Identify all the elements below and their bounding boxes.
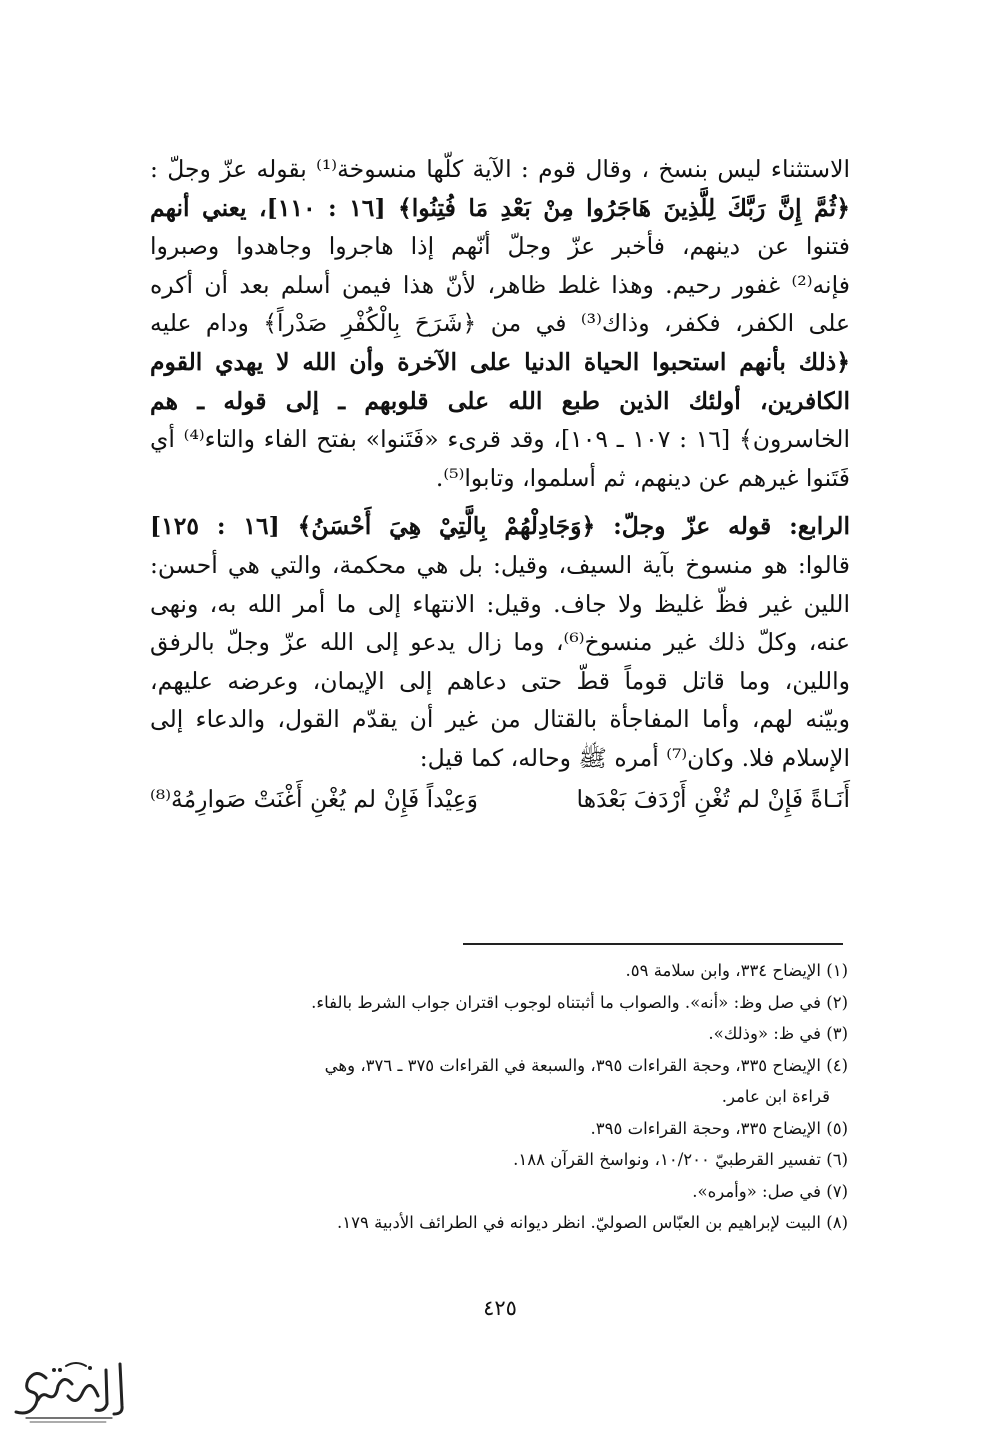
text-line: على الكفر، فكفر، وذاك⁽³⁾ في من ﴿شَرَحَ بِالْكُفْرِ صَدْراً﴾ ودام عليه bbox=[150, 309, 851, 338]
footnotes bbox=[150, 955, 850, 1239]
text-line: عنه، وكلّ ذلك غير منسوخ⁽⁶⁾، وما زال يدعو إلى الله عزّ وجلّ بالرفق bbox=[150, 628, 850, 657]
text-line: الكافرين، أولئك الذين طبع الله على قلوبهم ـ إلى قوله ـ هم bbox=[150, 386, 850, 415]
footnote: (٨) البيت لإبراهيم بن العبّاس الصوليّ. انظر ديوانه في الطرائف الأدبية ١٧٩. bbox=[337, 1213, 848, 1232]
page-body bbox=[150, 150, 850, 818]
text-line: فَتَنوا غيرهم عن دينهم، ثم أسلموا، وتابوا⁽⁵⁾. bbox=[435, 463, 850, 492]
text-line: ﴿ذلك بأنهم استحبوا الحياة الدنيا على الآخرة وأن الله لا يهدي القوم bbox=[150, 347, 850, 376]
page-number: ٤٢٥ bbox=[483, 1296, 517, 1320]
text-line: واللين، وما قاتل قوماً قطّ حتى دعاهم إلى الإيمان، وعرضه عليهم، bbox=[150, 666, 850, 695]
watermark-logo bbox=[6, 1356, 132, 1426]
footnote: (٣) في ظ: «وذلك». bbox=[708, 1024, 848, 1043]
poetry-verse bbox=[150, 780, 850, 818]
text-line: فإنه⁽²⁾ غفور رحيم. وهذا غلط ظاهر، لأنّ هذا فيمن أسلم بعد أن أكره bbox=[150, 270, 850, 299]
text-line: الإسلام فلا. وكان⁽⁷⁾ أمره ﷺ وحاله، كما قيل: bbox=[419, 743, 850, 772]
verse-first-hemistich: أَنَـاةً فَإِنْ لم تُغْنِ أَرْدَفَ بَعْدَها bbox=[576, 784, 850, 813]
text-line: اللين غير فظّ غليظ ولا جاف. وقيل: الانتهاء إلى ما أمر الله به، ونهى bbox=[150, 589, 850, 618]
footnote: (٧) في صل: «وأمره». bbox=[692, 1181, 848, 1201]
text-line: ﴿ثُمَّ إِنَّ رَبَّكَ لِلَّذِينَ هَاجَرُوا مِنْ بَعْدِ مَا فُتِنُوا﴾ [١٦ : ١١٠]، يعني أنهم bbox=[150, 193, 850, 222]
text-line: الخاسرون﴾ [١٦ : ١٠٧ ـ ١٠٩]، وقد قرىء «فَتَنوا» بفتح الفاء والتاء⁽⁴⁾ أي bbox=[150, 425, 850, 454]
text-line: الاستثناء ليس بنسخ ، وقال قوم : الآية كلّها منسوخة⁽¹⁾ بقوله عزّ وجلّ : bbox=[150, 155, 850, 183]
text-line: وبيّنه لهم، وأما المفاجأة بالقتال من غير أن يقدّم القول، والدعاء إلى bbox=[150, 705, 850, 734]
main-text bbox=[150, 150, 850, 778]
footnote: (٤) الإيضاح ٣٣٥، وحجة القراءات ٣٩٥، والسبعة في القراءات ٣٧٥ ـ ٣٧٦، وهي bbox=[324, 1055, 848, 1075]
footnote-continuation: قراءة ابن عامر. bbox=[721, 1087, 830, 1106]
footnote: (٦) تفسير القرطبيّ ١٠/٢٠٠، ونواسخ القرآن ١٨٨. bbox=[513, 1150, 848, 1169]
text-line: قالوا: هو منسوخ بآية السيف، وقيل: بل هي محكمة، والتي هي أحسن: bbox=[150, 550, 850, 579]
footnote: (٢) في صل وظ: «أنه». والصواب ما أثبتناه لوجوب اقتران جواب الشرط بالفاء. bbox=[311, 992, 848, 1012]
footnote: (١) الإيضاح ٣٣٤، وابن سلامة ٥٩. bbox=[625, 961, 848, 980]
footnote: (٥) الإيضاح ٣٣٥، وحجة القراءات ٣٩٥. bbox=[590, 1118, 848, 1138]
text-line: فتنوا عن دينهم، فأخبر عزّ وجلّ أنّهم إذا هاجروا وجاهدوا وصبروا bbox=[150, 232, 850, 261]
footnote-divider bbox=[463, 943, 843, 945]
text-line: الرابع: قوله عزّ وجلّ: ﴿وَجَادِلْهُمْ بِالَّتِيْ هِيَ أَحْسَنُ﴾ [١٦ : ١٢٥] bbox=[150, 512, 850, 541]
verse-second-hemistich: وَعِيْداً فَإِنْ لم يُغْنِ أَغْنَتْ صَوارِمُهْ⁽⁸⁾ bbox=[150, 784, 479, 813]
